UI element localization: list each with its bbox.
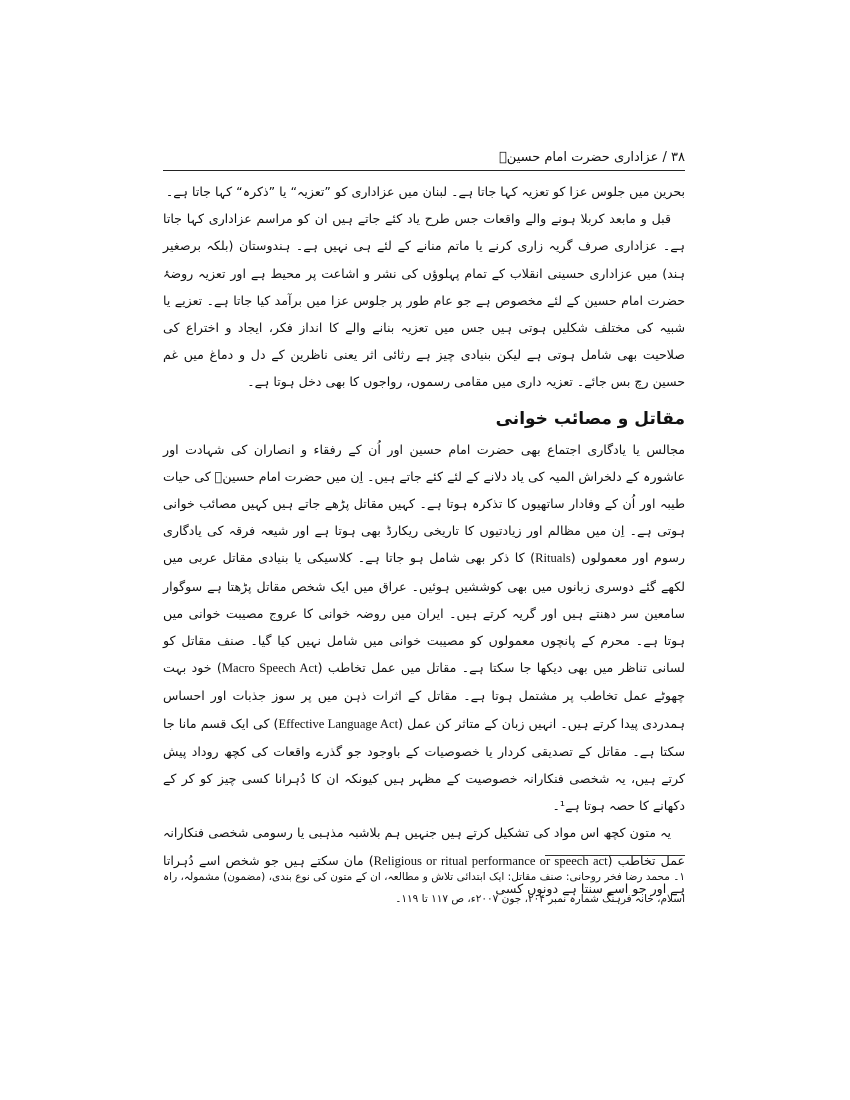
- paragraph-azadari: قبل و مابعد کربلا ہونے والے واقعات جس طرح یاد کئے جاتے ہیں ان کو مراسم عزاداری کہا جاتا ہے۔ عزاداری صرف گریہ زاری کرنے یا ماتم منانے کے لئے ہی نہیں ہے۔ ہندوستان (بلکہ برصغیر ہند) میں عزاداری حسینی انقلاب کے تمام پہلوؤں کی نشر و اشاعت پر محیط ہے اور تعزیہ روضۂ حضرت امام حسین کے لئے مخصوص ہے جو عام طور پر جلوس عزا میں برآمد کیا جاتا ہے۔ تعزیے یا شبیہ کی مختلف شکلیں ہوتی ہیں جس میں تعزیہ بنانے والے کا انداز فکر، ایجاد و اختراع کی صلاحیت بھی شامل ہوتی ہے لیکن بنیادی چیز ہے رثائی اثر یعنی ناظرین کے دل و دماغ میں غم حسین رچ بس جائے۔ تعزیہ داری میں مقامی رسموں، رواجوں کا بھی دخل ہوتا ہے۔: [163, 211, 685, 390]
- paragraph-bahrain: بحرین میں جلوس عزا کو تعزیہ کہا جاتا ہے۔ لبنان میں عزاداری کو ”تعزیہ“ یا ”ذکرہ“ کہا جاتا ہے۔: [165, 184, 685, 199]
- text-segment: ) مان سکتے ہیں جو شخص اسے دُہراتا ہے اور جو اسے سنتا ہے دونوں کسی: [163, 852, 685, 896]
- footnote: ۱۔ محمد رضا فخر روحانی: صنف مقاتل: ایک ابتدائی تلاش و مطالعہ، ان کے متون کی نوع بندی، (مضمون) مشمولہ، راہ اسلام، خانہ فرہنگ شمارہ نمبر ۲۰۴، جون ۲۰۰۷ء، ص ۱۱۷ تا ۱۱۹۔: [163, 871, 685, 905]
- text-segment: ) کی ایک قسم مانا جا سکتا ہے۔ مقاتل کے تصدیقی کردار یا خصوصیات کے باوجود جو گذرے واقعات کی کچھ روداد پیش کرتے ہیں، یہ شخصی فنکارانہ خصوصیت کے مظہر ہیں کیونکہ ان کا دُہرانا کسی چیز کو کر کے دکھانے کا حصہ ہوتا ہے¹۔: [163, 715, 685, 814]
- text-segment: مجالس یا یادگاری اجتماع بھی حضرت امام حسین اور اُن کے رفقاء و انصاران کی شہادت اور عاشورہ کے دلخراش المیہ کی یاد دلانے کے لئے کئے جاتے ہیں۔ اِن میں حضرت امام حسینؑ کی حیات طیبہ اور اُن کے وفادار ساتھیوں کا تذکرہ ہوتا ہے۔ کہیں مقاتل پڑھے جاتے ہیں کہیں مصائب خوانی ہوتی ہے۔ اِن میں مظالم اور زیادتیوں کا تاریخی ریکارڈ بھی ہوتا ہے اور شیعہ فرقہ کی یادگاری رسوم اور معمولوں (: [163, 441, 685, 566]
- header-rule: [163, 170, 685, 171]
- footnote-rule: [545, 855, 685, 856]
- main-text: [163, 178, 685, 902]
- running-header: [163, 148, 685, 168]
- header-title: عزاداری حضرت امام حسینؑ: [499, 150, 659, 165]
- text-segment: ) خود بہت چھوٹے عمل تخاطب پر مشتمل ہوتا ہے۔ مقاتل کے اثرات ذہن میں پر سوز جذبات اور احساس ہمدردی پیدا کرتے ہیں۔ انہیں زبان کے متاثر کن عمل (: [163, 660, 685, 731]
- header-separator: /: [662, 150, 667, 165]
- text-segment: یہ متون کچھ اس مواد کی تشکیل کرتے ہیں جنہیں ہم بلاشبہ مذہبی یا رسومی شخصی فنکارانہ عمل تخاطب (: [163, 825, 685, 868]
- page-number: ۳۸: [671, 150, 685, 165]
- latin-term-rituals: Rituals: [535, 551, 571, 566]
- text-segment: ) کا ذکر بھی شامل ہو جاتا ہے۔ کلاسیکی یا بنیادی مقاتل عربی میں لکھے گئے دوسری زبانوں میں بھی کوششیں ہوئیں۔ عراق میں ایک شخص مقاتل پڑھتا ہے سوگوار سامعین سر دھنتے ہیں اور گریہ کرتے ہیں۔ ایران میں روضہ خوانی کا عروج مصیبت خوانی میں ہوتا ہے۔ محرم کے پانچوں معمولوں کو مصیبت خوانی میں شامل نہیں کیا گیا۔ صنف مقاتل کو لسانی تناظر میں بھی دیکھا جا سکتا ہے۔ مقاتل میں عمل تخاطب (: [163, 550, 685, 676]
- latin-term-religious-performance: Religious or ritual performance or speech act: [373, 853, 608, 868]
- latin-term-effective-language-act: Effective Language Act: [278, 716, 399, 731]
- paragraph-maqatil: [163, 436, 685, 820]
- section-heading: مقاتل و مصائب خوانی: [495, 408, 685, 429]
- latin-term-macro-speech-act: Macro Speech Act: [221, 661, 318, 676]
